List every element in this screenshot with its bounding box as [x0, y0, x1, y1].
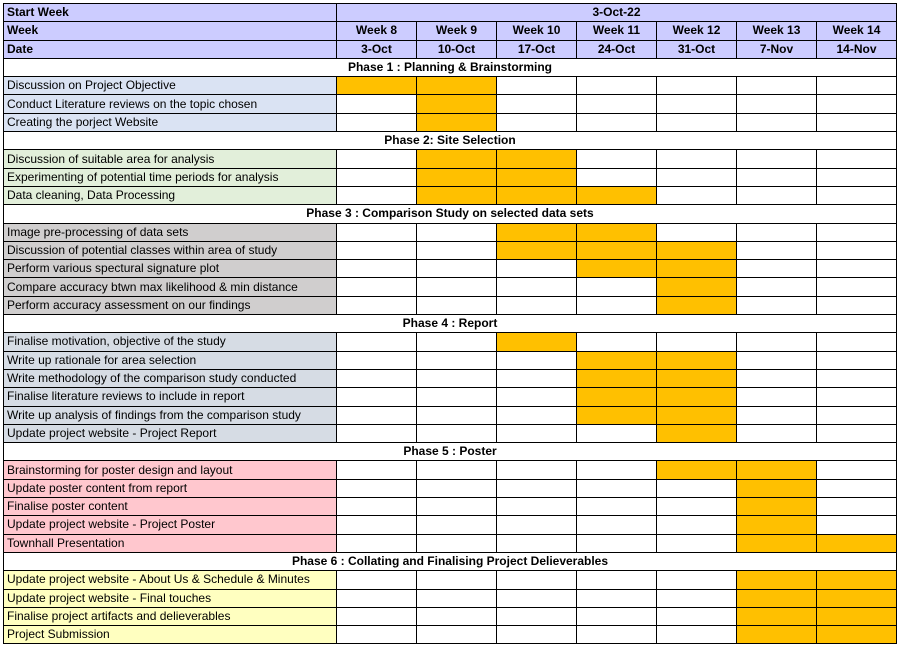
task-name-cell[interactable]: Discussion of suitable area for analysis [4, 150, 337, 168]
task-row [4, 168, 897, 186]
schedule-cell-empty[interactable] [497, 461, 577, 479]
schedule-cell-filled[interactable] [737, 607, 817, 625]
schedule-cell-empty[interactable] [817, 351, 897, 369]
schedule-cell-filled[interactable] [497, 168, 577, 186]
week-header-cell[interactable]: Week 13 [737, 22, 817, 40]
task-row [4, 406, 897, 424]
schedule-cell-empty[interactable] [337, 296, 417, 314]
schedule-cell-empty[interactable] [657, 607, 737, 625]
task-name-cell[interactable]: Write up rationale for area selection [4, 351, 337, 369]
task-row [4, 260, 897, 278]
schedule-cell-empty[interactable] [337, 351, 417, 369]
schedule-cell-empty[interactable] [577, 113, 657, 131]
schedule-cell-filled[interactable] [817, 534, 897, 552]
schedule-cell-empty[interactable] [497, 607, 577, 625]
schedule-cell-filled[interactable] [337, 77, 417, 95]
schedule-cell-empty[interactable] [817, 369, 897, 387]
schedule-cell-empty[interactable] [337, 95, 417, 113]
phase-title[interactable]: Phase 5 : Poster [4, 443, 897, 461]
schedule-cell-filled[interactable] [497, 150, 577, 168]
schedule-cell-empty[interactable] [817, 388, 897, 406]
schedule-cell-filled[interactable] [657, 461, 737, 479]
date-header-row [4, 40, 897, 58]
schedule-cell-empty[interactable] [817, 95, 897, 113]
schedule-cell-empty[interactable] [577, 479, 657, 497]
schedule-cell-empty[interactable] [657, 113, 737, 131]
task-name-cell[interactable]: Update project website - Project Poster [4, 516, 337, 534]
schedule-cell-empty[interactable] [577, 168, 657, 186]
task-name-cell[interactable]: Image pre-processing of data sets [4, 223, 337, 241]
schedule-cell-empty[interactable] [817, 241, 897, 259]
phase-row [4, 132, 897, 150]
schedule-cell-empty[interactable] [497, 589, 577, 607]
task-name-cell[interactable]: Finalise project artifacts and delieverables [4, 607, 337, 625]
schedule-cell-filled[interactable] [737, 516, 817, 534]
schedule-cell-empty[interactable] [337, 333, 417, 351]
schedule-cell-filled[interactable] [577, 241, 657, 259]
schedule-cell-empty[interactable] [417, 626, 497, 644]
task-name-cell[interactable]: Experimenting of potential time periods for analysis [4, 168, 337, 186]
schedule-cell-empty[interactable] [817, 150, 897, 168]
schedule-cell-empty[interactable] [817, 516, 897, 534]
schedule-cell-empty[interactable] [417, 607, 497, 625]
task-name-cell[interactable]: Discussion on Project Objective [4, 77, 337, 95]
schedule-cell-empty[interactable] [577, 461, 657, 479]
date-header-cell[interactable]: 3-Oct [337, 40, 417, 58]
phase-row [4, 205, 897, 223]
schedule-cell-empty[interactable] [337, 571, 417, 589]
schedule-cell-empty[interactable] [497, 406, 577, 424]
schedule-cell-empty[interactable] [337, 406, 417, 424]
task-row [4, 461, 897, 479]
schedule-cell-empty[interactable] [497, 77, 577, 95]
schedule-cell-empty[interactable] [337, 241, 417, 259]
task-name-cell[interactable]: Conduct Literature reviews on the topic chosen [4, 95, 337, 113]
schedule-cell-empty[interactable] [657, 589, 737, 607]
schedule-cell-empty[interactable] [577, 278, 657, 296]
schedule-cell-empty[interactable] [817, 168, 897, 186]
task-row [4, 626, 897, 644]
schedule-cell-empty[interactable] [337, 626, 417, 644]
phase-row [4, 315, 897, 333]
phase-row [4, 443, 897, 461]
schedule-cell-empty[interactable] [417, 333, 497, 351]
schedule-cell-empty[interactable] [737, 223, 817, 241]
task-row [4, 296, 897, 314]
schedule-cell-empty[interactable] [497, 424, 577, 442]
phase-title[interactable]: Phase 4 : Report [4, 315, 897, 333]
task-row [4, 424, 897, 442]
schedule-cell-filled[interactable] [497, 241, 577, 259]
task-name-cell[interactable]: Finalise motivation, objective of the study [4, 333, 337, 351]
schedule-cell-empty[interactable] [497, 260, 577, 278]
schedule-cell-empty[interactable] [577, 571, 657, 589]
schedule-cell-filled[interactable] [417, 186, 497, 204]
schedule-cell-filled[interactable] [657, 388, 737, 406]
date-header-cell[interactable]: 10-Oct [417, 40, 497, 58]
schedule-cell-empty[interactable] [737, 296, 817, 314]
schedule-cell-filled[interactable] [817, 589, 897, 607]
schedule-cell-empty[interactable] [657, 168, 737, 186]
task-name-cell[interactable]: Townhall Presentation [4, 534, 337, 552]
task-name-cell[interactable]: Finalise poster content [4, 498, 337, 516]
task-name-cell[interactable]: Finalise literature reviews to include in report [4, 388, 337, 406]
schedule-cell-empty[interactable] [417, 534, 497, 552]
week-header-cell[interactable]: Week 8 [337, 22, 417, 40]
schedule-cell-empty[interactable] [737, 369, 817, 387]
schedule-cell-empty[interactable] [497, 351, 577, 369]
schedule-cell-empty[interactable] [817, 424, 897, 442]
schedule-cell-empty[interactable] [737, 77, 817, 95]
date-header-cell[interactable]: 14-Nov [817, 40, 897, 58]
schedule-cell-empty[interactable] [497, 113, 577, 131]
schedule-cell-empty[interactable] [497, 571, 577, 589]
schedule-cell-empty[interactable] [657, 150, 737, 168]
schedule-cell-filled[interactable] [737, 461, 817, 479]
schedule-cell-empty[interactable] [337, 479, 417, 497]
schedule-cell-empty[interactable] [497, 296, 577, 314]
schedule-cell-empty[interactable] [817, 223, 897, 241]
schedule-cell-filled[interactable] [817, 626, 897, 644]
schedule-cell-empty[interactable] [417, 296, 497, 314]
phase-row [4, 58, 897, 76]
schedule-cell-filled[interactable] [417, 113, 497, 131]
schedule-cell-filled[interactable] [737, 626, 817, 644]
task-name-cell[interactable]: Discussion of potential classes within area of study [4, 241, 337, 259]
task-row [4, 95, 897, 113]
schedule-cell-empty[interactable] [577, 607, 657, 625]
schedule-cell-empty[interactable] [497, 95, 577, 113]
schedule-cell-empty[interactable] [817, 479, 897, 497]
schedule-cell-empty[interactable] [817, 461, 897, 479]
schedule-cell-filled[interactable] [577, 369, 657, 387]
schedule-cell-filled[interactable] [737, 479, 817, 497]
task-name-cell[interactable]: Creating the porject Website [4, 113, 337, 131]
schedule-cell-empty[interactable] [577, 534, 657, 552]
schedule-cell-empty[interactable] [417, 241, 497, 259]
schedule-cell-filled[interactable] [577, 388, 657, 406]
schedule-cell-filled[interactable] [577, 186, 657, 204]
schedule-cell-filled[interactable] [737, 498, 817, 516]
task-row [4, 278, 897, 296]
schedule-cell-empty[interactable] [657, 516, 737, 534]
schedule-cell-empty[interactable] [737, 113, 817, 131]
phase-title[interactable]: Phase 1 : Planning & Brainstorming [4, 58, 897, 76]
schedule-cell-filled[interactable] [417, 150, 497, 168]
schedule-cell-empty[interactable] [337, 516, 417, 534]
schedule-cell-empty[interactable] [497, 479, 577, 497]
schedule-cell-empty[interactable] [497, 516, 577, 534]
task-row [4, 150, 897, 168]
schedule-cell-empty[interactable] [337, 534, 417, 552]
schedule-cell-empty[interactable] [417, 278, 497, 296]
schedule-cell-filled[interactable] [657, 296, 737, 314]
schedule-cell-filled[interactable] [817, 607, 897, 625]
schedule-cell-empty[interactable] [577, 150, 657, 168]
week-label[interactable]: Week [4, 22, 337, 40]
task-name-cell[interactable]: Write methodology of the comparison study conducted [4, 369, 337, 387]
schedule-cell-empty[interactable] [337, 150, 417, 168]
schedule-cell-empty[interactable] [657, 77, 737, 95]
schedule-cell-empty[interactable] [737, 278, 817, 296]
schedule-cell-empty[interactable] [577, 424, 657, 442]
schedule-cell-empty[interactable] [417, 479, 497, 497]
task-row [4, 77, 897, 95]
schedule-cell-empty[interactable] [337, 388, 417, 406]
schedule-cell-filled[interactable] [417, 95, 497, 113]
schedule-cell-empty[interactable] [337, 461, 417, 479]
task-name-cell[interactable]: Update project website - About Us & Schedule & Minutes [4, 571, 337, 589]
week-header-cell[interactable]: Week 11 [577, 22, 657, 40]
task-name-cell[interactable]: Update project website - Final touches [4, 589, 337, 607]
schedule-cell-empty[interactable] [657, 223, 737, 241]
week-header-cell[interactable]: Week 14 [817, 22, 897, 40]
schedule-cell-empty[interactable] [817, 333, 897, 351]
task-name-cell[interactable]: Update poster content from report [4, 479, 337, 497]
schedule-cell-empty[interactable] [417, 388, 497, 406]
task-name-cell[interactable]: Perform various spectural signature plot [4, 260, 337, 278]
schedule-cell-empty[interactable] [417, 589, 497, 607]
gantt-body [4, 4, 897, 644]
schedule-cell-empty[interactable] [737, 241, 817, 259]
task-row [4, 571, 897, 589]
schedule-cell-empty[interactable] [497, 278, 577, 296]
schedule-cell-empty[interactable] [497, 369, 577, 387]
schedule-cell-empty[interactable] [577, 333, 657, 351]
schedule-cell-empty[interactable] [417, 406, 497, 424]
schedule-cell-filled[interactable] [417, 77, 497, 95]
schedule-cell-empty[interactable] [337, 369, 417, 387]
week-header-cell[interactable]: Week 9 [417, 22, 497, 40]
date-header-cell[interactable]: 17-Oct [497, 40, 577, 58]
schedule-cell-empty[interactable] [657, 95, 737, 113]
start-week-value[interactable]: 3-Oct-22 [337, 4, 897, 22]
schedule-cell-filled[interactable] [577, 223, 657, 241]
task-row [4, 479, 897, 497]
schedule-cell-empty[interactable] [417, 498, 497, 516]
task-name-cell[interactable]: Update project website - Project Report [4, 424, 337, 442]
schedule-cell-filled[interactable] [737, 589, 817, 607]
date-header-cell[interactable]: 7-Nov [737, 40, 817, 58]
schedule-cell-filled[interactable] [657, 424, 737, 442]
schedule-cell-filled[interactable] [497, 333, 577, 351]
date-header-cell[interactable]: 24-Oct [577, 40, 657, 58]
schedule-cell-empty[interactable] [417, 223, 497, 241]
schedule-cell-empty[interactable] [737, 388, 817, 406]
task-row [4, 589, 897, 607]
schedule-cell-empty[interactable] [737, 260, 817, 278]
schedule-cell-empty[interactable] [497, 388, 577, 406]
schedule-cell-empty[interactable] [417, 461, 497, 479]
schedule-cell-empty[interactable] [817, 498, 897, 516]
schedule-cell-filled[interactable] [657, 369, 737, 387]
task-name-cell[interactable]: Project Submission [4, 626, 337, 644]
gantt-table [3, 3, 897, 644]
schedule-cell-filled[interactable] [577, 406, 657, 424]
date-label[interactable]: Date [4, 40, 337, 58]
schedule-cell-empty[interactable] [337, 589, 417, 607]
schedule-cell-empty[interactable] [337, 424, 417, 442]
task-row [4, 498, 897, 516]
schedule-cell-empty[interactable] [337, 168, 417, 186]
start-week-label[interactable]: Start Week [4, 4, 337, 22]
schedule-cell-empty[interactable] [337, 607, 417, 625]
schedule-cell-empty[interactable] [417, 351, 497, 369]
schedule-cell-filled[interactable] [657, 278, 737, 296]
schedule-cell-empty[interactable] [497, 498, 577, 516]
schedule-cell-empty[interactable] [577, 296, 657, 314]
schedule-cell-filled[interactable] [657, 351, 737, 369]
schedule-cell-empty[interactable] [737, 406, 817, 424]
schedule-cell-empty[interactable] [497, 534, 577, 552]
schedule-cell-empty[interactable] [337, 186, 417, 204]
schedule-cell-filled[interactable] [657, 406, 737, 424]
schedule-cell-empty[interactable] [657, 498, 737, 516]
schedule-cell-empty[interactable] [817, 296, 897, 314]
task-row [4, 534, 897, 552]
schedule-cell-empty[interactable] [577, 626, 657, 644]
week-header-row [4, 22, 897, 40]
schedule-cell-empty[interactable] [577, 77, 657, 95]
schedule-cell-filled[interactable] [417, 168, 497, 186]
schedule-cell-empty[interactable] [337, 260, 417, 278]
schedule-cell-empty[interactable] [737, 186, 817, 204]
schedule-cell-empty[interactable] [817, 113, 897, 131]
task-row [4, 607, 897, 625]
phase-title[interactable]: Phase 6 : Collating and Finalising Project Delieverables [4, 552, 897, 570]
schedule-cell-empty[interactable] [737, 333, 817, 351]
schedule-cell-empty[interactable] [817, 278, 897, 296]
schedule-cell-empty[interactable] [737, 351, 817, 369]
schedule-cell-empty[interactable] [657, 534, 737, 552]
schedule-cell-filled[interactable] [737, 571, 817, 589]
schedule-cell-filled[interactable] [497, 186, 577, 204]
schedule-cell-empty[interactable] [417, 571, 497, 589]
schedule-cell-empty[interactable] [817, 77, 897, 95]
schedule-cell-filled[interactable] [657, 241, 737, 259]
task-name-cell[interactable]: Brainstorming for poster design and layout [4, 461, 337, 479]
schedule-cell-filled[interactable] [657, 260, 737, 278]
schedule-cell-empty[interactable] [817, 186, 897, 204]
task-name-cell[interactable]: Write up analysis of findings from the comparison study [4, 406, 337, 424]
task-name-cell[interactable]: Perform accuracy assessment on our findings [4, 296, 337, 314]
phase-title[interactable]: Phase 2: Site Selection [4, 132, 897, 150]
schedule-cell-empty[interactable] [337, 498, 417, 516]
schedule-cell-empty[interactable] [657, 333, 737, 351]
schedule-cell-empty[interactable] [737, 95, 817, 113]
schedule-cell-empty[interactable] [577, 516, 657, 534]
task-row [4, 223, 897, 241]
task-row [4, 241, 897, 259]
phase-title[interactable]: Phase 3 : Comparison Study on selected data sets [4, 205, 897, 223]
schedule-cell-empty[interactable] [577, 498, 657, 516]
task-name-cell[interactable]: Compare accuracy btwn max likelihood & min distance [4, 278, 337, 296]
schedule-cell-filled[interactable] [577, 351, 657, 369]
start-week-row [4, 4, 897, 22]
schedule-cell-empty[interactable] [337, 223, 417, 241]
schedule-cell-empty[interactable] [577, 95, 657, 113]
phase-row [4, 552, 897, 570]
task-row [4, 388, 897, 406]
schedule-cell-empty[interactable] [417, 516, 497, 534]
schedule-cell-empty[interactable] [417, 260, 497, 278]
schedule-cell-empty[interactable] [337, 113, 417, 131]
schedule-cell-empty[interactable] [817, 406, 897, 424]
schedule-cell-filled[interactable] [737, 534, 817, 552]
schedule-cell-empty[interactable] [657, 479, 737, 497]
schedule-cell-empty[interactable] [737, 424, 817, 442]
week-header-cell[interactable]: Week 10 [497, 22, 577, 40]
task-row [4, 333, 897, 351]
task-row [4, 351, 897, 369]
schedule-cell-empty[interactable] [737, 168, 817, 186]
schedule-cell-filled[interactable] [577, 260, 657, 278]
schedule-cell-empty[interactable] [657, 186, 737, 204]
schedule-cell-filled[interactable] [817, 571, 897, 589]
schedule-cell-empty[interactable] [497, 626, 577, 644]
task-row [4, 369, 897, 387]
schedule-cell-empty[interactable] [657, 571, 737, 589]
schedule-cell-empty[interactable] [817, 260, 897, 278]
schedule-cell-filled[interactable] [497, 223, 577, 241]
task-row [4, 113, 897, 131]
schedule-cell-empty[interactable] [737, 150, 817, 168]
schedule-cell-empty[interactable] [417, 424, 497, 442]
schedule-cell-empty[interactable] [577, 589, 657, 607]
task-name-cell[interactable]: Data cleaning, Data Processing [4, 186, 337, 204]
date-header-cell[interactable]: 31-Oct [657, 40, 737, 58]
week-header-cell[interactable]: Week 12 [657, 22, 737, 40]
schedule-cell-empty[interactable] [337, 278, 417, 296]
schedule-cell-empty[interactable] [417, 369, 497, 387]
task-row [4, 186, 897, 204]
task-row [4, 516, 897, 534]
schedule-cell-empty[interactable] [657, 626, 737, 644]
